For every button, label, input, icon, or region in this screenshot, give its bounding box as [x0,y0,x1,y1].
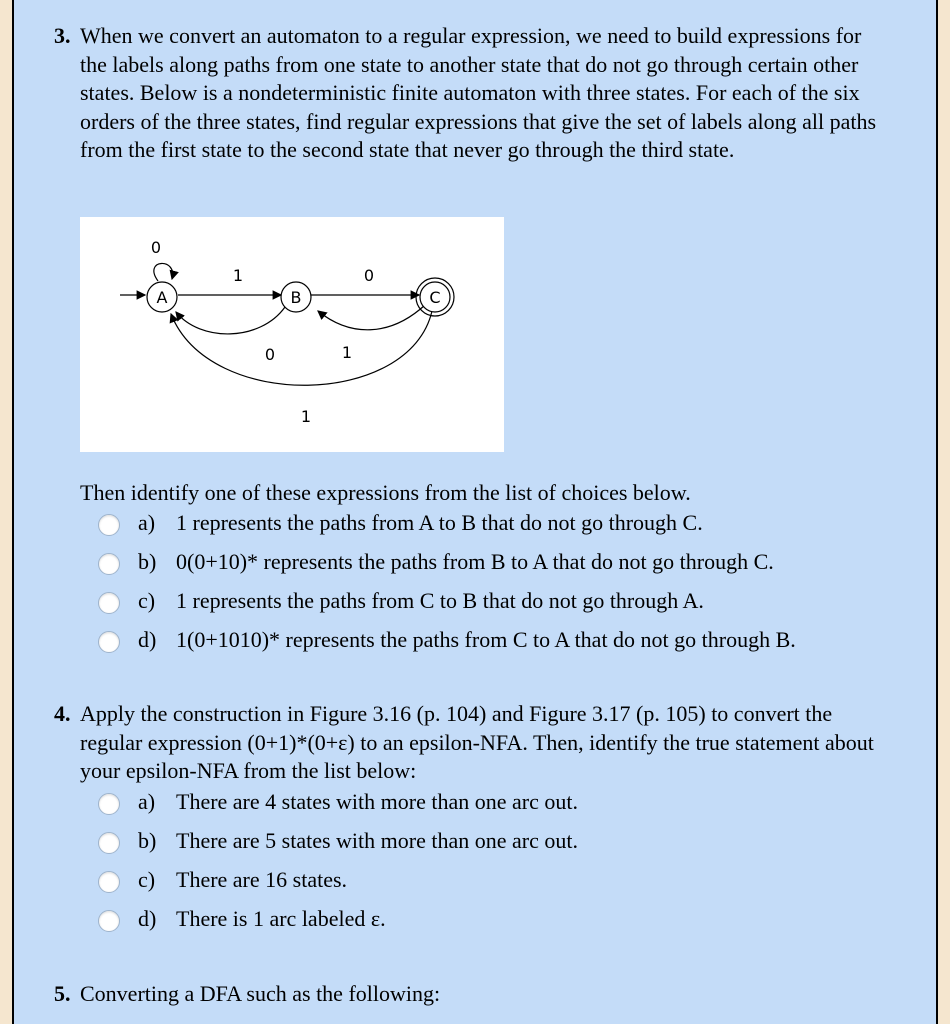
question-text: When we convert an automaton to a regular expression, we need to build expressions for the labels along paths from one state to another state that do not go through certain other states. Below is a nondeterministic finite automaton with three states. For each of the six orders of the three states, find regular expressions that give the set of labels along all paths from the first state to the second state that never go through the third state. [80,23,877,163]
edge-b-a [176,307,285,334]
radio-button[interactable] [98,910,120,932]
radio-button[interactable] [98,514,120,536]
question-text: Apply the construction in Figure 3.16 (p. 104) and Figure 3.17 (p. 105) to convert the regular expression (0+1)*(0+ε) to an epsilon-NFA. Then, identify the true statement about your epsilon-NFA from the list below: [80,701,874,784]
choice-letter: b) [138,828,157,853]
choice-text: There is 1 arc labeled ε. [176,906,386,931]
choice-text: 1(0+1010)* represents the paths from C to A that do not go through B. [176,627,796,652]
edge-c-b [318,305,425,330]
edge-c-a [171,311,432,385]
label-a-b: 1 [232,266,244,285]
choice-letter: a) [138,510,156,535]
nfa-diagram-svg [80,217,504,452]
choice-text: There are 16 states. [176,867,348,892]
radio-button[interactable] [98,553,120,575]
choice-letter: d) [138,906,157,931]
choice-text: 1 represents the paths from C to B that do not go through A. [176,588,704,613]
choice-text: 1 represents the paths from A to B that do not go through C. [176,510,703,535]
question-number: 4. [54,701,71,726]
choice-text: 0(0+10)* represents the paths from B to A that do not go through C. [176,549,774,574]
question-number: 5. [54,981,71,1006]
label-c-b: 1 [341,343,353,362]
choice-letter: c) [138,867,156,892]
label-a-self: 0 [150,238,162,257]
question-number: 3. [54,23,71,48]
choice-text: There are 5 states with more than one arc out. [176,828,578,853]
state-b-label: B [290,288,302,307]
label-b-a: 0 [264,345,276,364]
radio-button[interactable] [98,871,120,893]
nfa-diagram [80,217,504,452]
content-panel [12,0,938,1024]
question-text: Converting a DFA such as the following: [80,981,441,1006]
radio-button[interactable] [98,631,120,653]
choice-text: There are 4 states with more than one arc out. [176,789,578,814]
state-c-label: C [429,288,441,307]
choice-letter: d) [138,627,157,652]
label-c-a: 1 [300,407,312,426]
edge-a-self [154,263,173,281]
label-b-c: 0 [363,266,375,285]
radio-button[interactable] [98,592,120,614]
choice-letter: a) [138,789,156,814]
radio-button[interactable] [98,832,120,854]
q3-lead-text: Then identify one of these expressions from the list of choices below. [80,480,691,505]
choice-letter: c) [138,588,156,613]
radio-button[interactable] [98,793,120,815]
state-a-label: A [156,288,168,307]
choice-letter: b) [138,549,157,574]
